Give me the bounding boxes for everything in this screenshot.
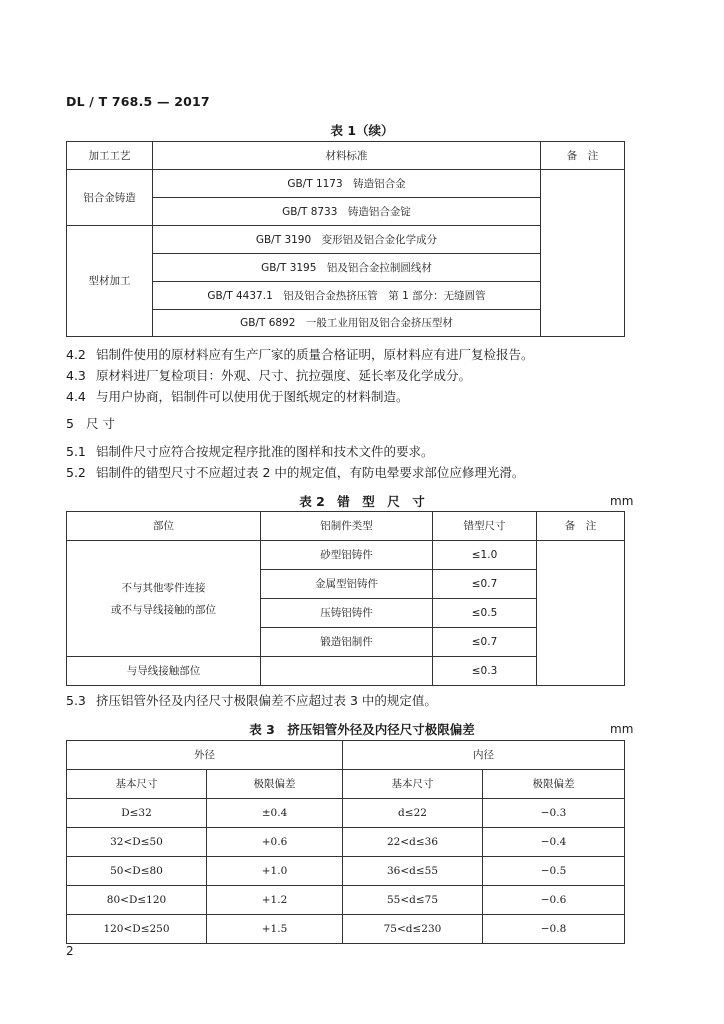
table3-cell: 32<D≤50: [67, 828, 207, 857]
table2-part: 与导线接触部位: [67, 657, 261, 686]
paragraph-number: 5.3: [66, 693, 86, 708]
table3-cell: +0.6: [207, 828, 343, 857]
paragraph-text: 铝制件的错型尺寸不应超过表 2 中的规定值，有防电晕要求部位应修理光滑。: [96, 465, 525, 480]
table2-size: ≤0.7: [433, 628, 537, 657]
table3: [66, 740, 625, 944]
table3-cell: −0.4: [483, 828, 625, 857]
section-number: 5: [66, 416, 74, 431]
table2-group-label-line: 不与其他零件连接: [121, 581, 206, 594]
table2-group-label-line: 或不与导线接触的部位: [111, 603, 216, 616]
table3-cell: 55<d≤75: [343, 886, 483, 915]
table2-group-label: [67, 541, 261, 657]
table3-cell: 75<d≤230: [343, 915, 483, 944]
table1-header-standard: 材料标准: [153, 142, 541, 170]
table1-standard: GB/T 3195 铝及铝合金拉制圆线材: [153, 254, 541, 282]
table2-header-type: 铝制件类型: [261, 512, 433, 541]
table1-header-remark: 备 注: [541, 142, 625, 170]
table1: [66, 141, 625, 337]
table2-size: ≤1.0: [433, 541, 537, 570]
table2-size: ≤0.3: [433, 657, 537, 686]
page-number: 2: [66, 944, 74, 958]
table2-header-remark: 备 注: [537, 512, 625, 541]
table1-process-casting: 铝合金铸造: [67, 170, 153, 226]
table2-header-size: 错型尺寸: [433, 512, 537, 541]
paragraph-text: 与用户协商，铝制件可以使用优于图纸规定的材料制造。: [96, 389, 409, 404]
table2-type: 金属型铝铸件: [261, 570, 433, 599]
table3-cell: −0.5: [483, 857, 625, 886]
paragraph-5-3: [66, 692, 437, 710]
table3-cell: 120<D≤250: [67, 915, 207, 944]
table3-subheader: 基本尺寸: [67, 770, 207, 799]
table2-caption: 表 2 错 型 尺 寸: [299, 494, 425, 509]
paragraph-text: 原材料进厂复检项目：外观、尺寸、抗拉强度、延长率及化学成分。: [96, 368, 472, 383]
table1-remark-cell: [541, 170, 625, 337]
table2: [66, 511, 625, 686]
table2-type: 压铸铝铸件: [261, 599, 433, 628]
table3-unit: mm: [610, 722, 634, 736]
paragraph-4-4: [66, 388, 409, 406]
section-5-heading: [66, 415, 119, 433]
paragraph-4-3: [66, 367, 471, 385]
paragraph-5-2: [66, 464, 524, 482]
paragraph-number: 5.2: [66, 465, 86, 480]
paragraph-number: 4.2: [66, 347, 86, 362]
paragraph-text: 铝制件尺寸应符合按规定程序批准的图样和技术文件的要求。: [96, 444, 434, 459]
table3-cell: +1.5: [207, 915, 343, 944]
table3-cell: d≤22: [343, 799, 483, 828]
table3-cell: +1.0: [207, 857, 343, 886]
table2-size: ≤0.5: [433, 599, 537, 628]
paragraph-number: 4.3: [66, 368, 86, 383]
table3-cell: 80<D≤120: [67, 886, 207, 915]
table1-process-profile: 型材加工: [67, 226, 153, 337]
table3-subheader: 基本尺寸: [343, 770, 483, 799]
table3-header-outer: 外径: [67, 741, 343, 770]
paragraph-text: 铝制件使用的原材料应有生产厂家的质量合格证明，原材料应有进厂复检报告。: [96, 347, 534, 362]
table2-size: ≤0.7: [433, 570, 537, 599]
table3-cell: +1.2: [207, 886, 343, 915]
paragraph-number: 5.1: [66, 444, 86, 459]
paragraph-4-2: [66, 346, 534, 364]
table3-cell: 50<D≤80: [67, 857, 207, 886]
table1-standard: GB/T 8733 铸造铝合金锭: [153, 198, 541, 226]
table2-type: 砂型铝铸件: [261, 541, 433, 570]
table2-unit: mm: [610, 494, 634, 508]
table3-subheader: 极限偏差: [207, 770, 343, 799]
document-id: DL / T 768.5 — 2017: [66, 94, 210, 109]
table1-standard: GB/T 4437.1 铝及铝合金热挤压管 第 1 部分：无缝圆管: [153, 282, 541, 310]
table2-header-part: 部位: [67, 512, 261, 541]
table3-caption: 表 3 挤压铝管外径及内径尺寸极限偏差: [249, 722, 475, 737]
table1-standard: GB/T 1173 铸造铝合金: [153, 170, 541, 198]
table1-caption: 表 1（续）: [330, 123, 394, 138]
table3-cell: D≤32: [67, 799, 207, 828]
table3-cell: 36<d≤55: [343, 857, 483, 886]
table3-cell: ±0.4: [207, 799, 343, 828]
table3-subheader: 极限偏差: [483, 770, 625, 799]
table1-standard: GB/T 3190 变形铝及铝合金化学成分: [153, 226, 541, 254]
paragraph-5-1: [66, 443, 434, 461]
table3-cell: −0.6: [483, 886, 625, 915]
table1-standard: GB/T 6892 一般工业用铝及铝合金挤压型材: [153, 310, 541, 337]
table1-header-process: 加工工艺: [67, 142, 153, 170]
table3-header-inner: 内径: [343, 741, 625, 770]
section-title: 尺寸: [86, 416, 120, 431]
table3-cell: −0.3: [483, 799, 625, 828]
table2-type: 锻造铝制件: [261, 628, 433, 657]
paragraph-text: 挤压铝管外径及内径尺寸极限偏差不应超过表 3 中的规定值。: [96, 693, 437, 708]
table2-type: [261, 657, 433, 686]
table3-cell: 22<d≤36: [343, 828, 483, 857]
paragraph-number: 4.4: [66, 389, 86, 404]
table3-cell: −0.8: [483, 915, 625, 944]
table2-remark-cell: [537, 541, 625, 686]
